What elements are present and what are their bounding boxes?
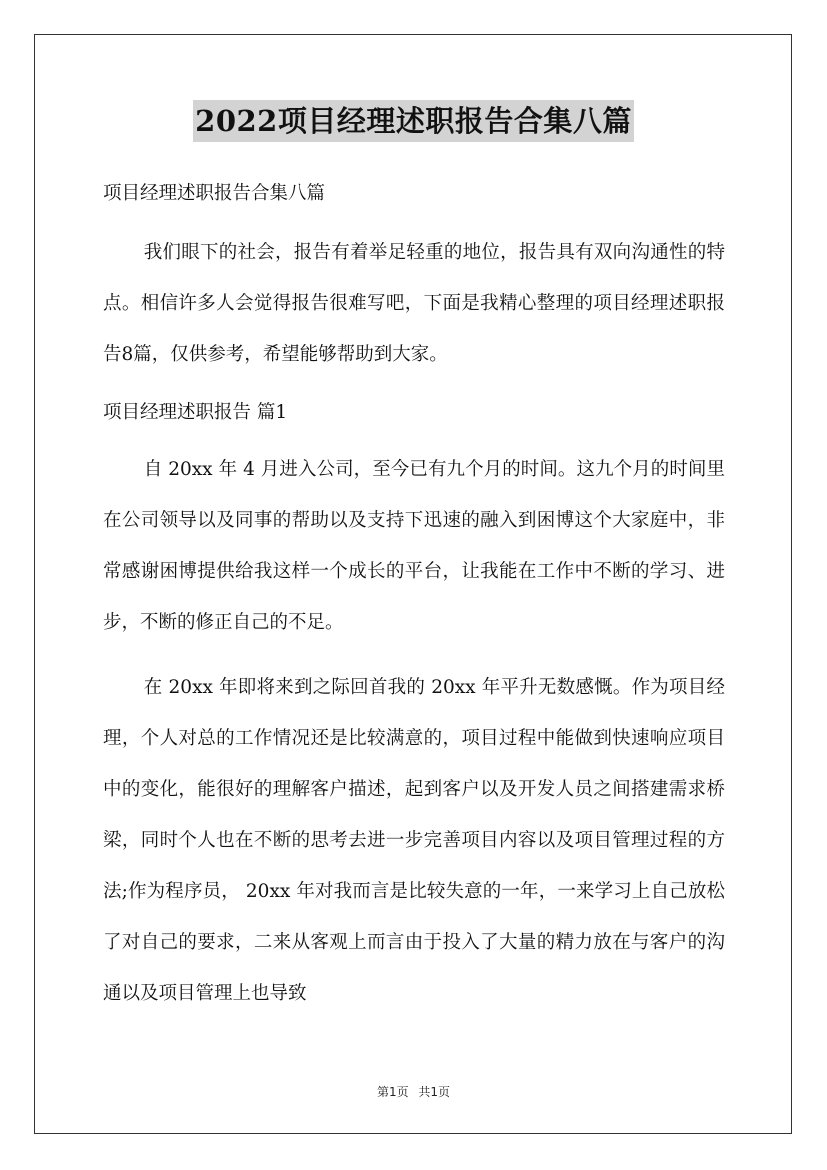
page-number: 第1页 bbox=[376, 1085, 409, 1099]
document-body bbox=[103, 175, 725, 1033]
intro-paragraph: 我们眼下的社会，报告有着举足轻重的地位，报告具有双向沟通性的特点。相信许多人会觉得报告很难写吧，下面是我精心整理的项目经理述职报告8篇，仅供参考，希望能够帮助到大家。 bbox=[103, 242, 725, 365]
body-paragraph: 自 20xx 年 4 月进入公司，至今已有九个月的时间。这九个月的时间里在公司领导以及同事的帮助以及支持下迅速的融入到困博这个大家庭中，非常感谢困博提供给我这样一个成长的平台，让我能在工作中不断的学习、进步，不断的修正自己的不足。 bbox=[103, 459, 725, 633]
body-paragraph: 在 20xx 年即将来到之际回首我的 20xx 年平升无数感慨。作为项目经理，个人对总的工作情况还是比较满意的，项目过程中能做到快速响应项目中的变化，能很好的理解客户描述，起到客户以及开发人员之间搭建需求桥梁，同时个人也在不断的思考去进一步完善项目内容以及项目管理过程的方法;作为程序员， 20xx 年对我而言是比较失意的一年，一来学习上自己放松了对自己的要求，二来从客观上而言由于投入了大量的精力放在与客户的沟通以及项目管理上也导致 bbox=[103, 677, 725, 1004]
section-heading: 项目经理述职报告 篇1 bbox=[103, 402, 288, 423]
page-total: 共1页 bbox=[418, 1085, 451, 1099]
title-container bbox=[0, 100, 827, 142]
page-footer bbox=[0, 1083, 827, 1100]
document-title: 2022项目经理述职报告合集八篇 bbox=[193, 100, 634, 142]
document-subtitle: 项目经理述职报告合集八篇 bbox=[103, 183, 326, 204]
